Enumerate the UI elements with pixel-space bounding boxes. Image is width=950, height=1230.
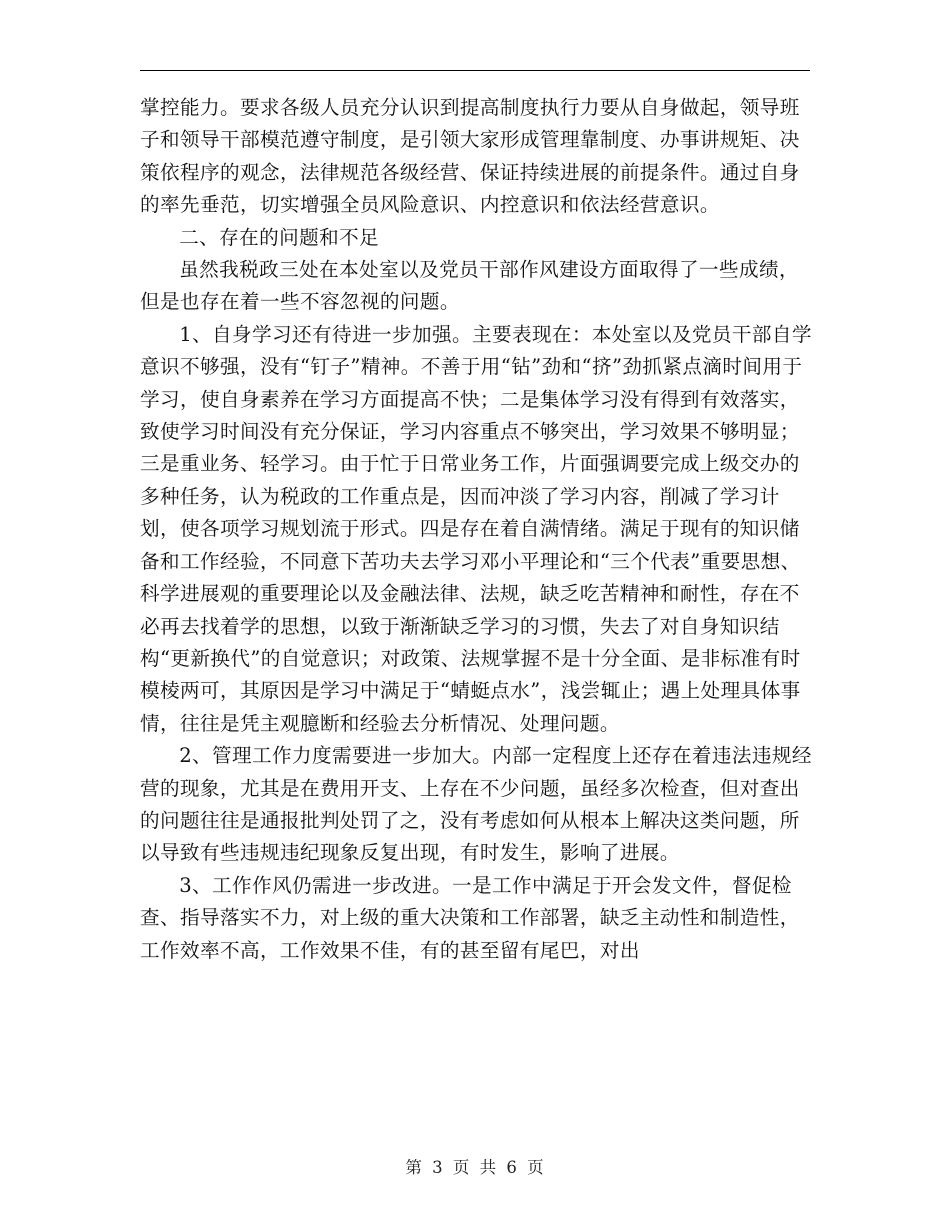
paragraph-item-2: 2、管理工作力度需要进一步加大。内部一定程度上还存在着违法违规经营的现象，尤其是在费用开支、上存在不少问题，虽经多次检查，但对查出的问题往往是通报批判处罚了之，没有考虑如何从根本上解决这类问题，所以导致有些违规违纪现象反复出现，有时发生，影响了进展。 (140, 744, 812, 865)
paragraph-item-3: 3、工作作风仍需进一步改进。一是工作中满足于开会发文件，督促检查、指导落实不力，对上级的重大决策和工作部署，缺乏主动性和制造性，工作效率不高，工作效果不佳，有的甚至留有尾巴，对出 (140, 873, 800, 962)
paragraph-continuation: 掌控能力。要求各级人员充分认识到提高制度执行力要从自身做起，领导班子和领导干部模范遵守制度，是引领大家形成管理靠制度、办事讲规矩、决策依程序的观念，法律规范各级经营、保证持续进展的前提条件。通过自身的率先垂范，切实增强全员风险意识、内控意识和依法经营意识。 (140, 96, 800, 217)
page-number: 第 3 页 共 6 页 (405, 1158, 545, 1177)
paragraph-item-1: 1、自身学习还有待进一步加强。主要表现在：本处室以及党员干部自学意识不够强，没有“钉子”精神。不善于用“钻”劲和“挤”劲抓紧点滴时间用于学习，使自身素养在学习方面提高不快；二是集体学习没有得到有效落实，致使学习时间没有充分保证，学习内容重点不够突出，学习效果不够明显；三是重业务、轻学习。由于忙于日常业务工作，片面强调要完成上级交办的多种任务，认为税政的工作重点是，因而冲淡了学习内容，削减了学习计划，使各项学习规划流于形式。四是存在着自满情绪。满足于现有的知识储备和工作经验，不同意下苦功夫去学习邓小平理论和“三个代表”重要思想、科学进展观的重要理论以及金融法律、法规，缺乏吃苦精神和耐性，存在不必再去找着学的思想，以致于渐渐缺乏学习的习惯，失去了对自身知识结构“更新换代”的自觉意识；对政策、法规掌握不是十分全面、是非标准有时模棱两可，其原因是学习中满足于“蜻蜓点水”，浅尝辄止；遇上处理具体事情，往往是凭主观臆断和经验去分析情况、处理问题。 (140, 322, 812, 735)
document-body (140, 92, 812, 967)
header-rule (140, 70, 810, 71)
section-heading: 二、存在的问题和不足 (179, 225, 380, 249)
paragraph-intro: 虽然我税政三处在本处室以及党员干部作风建设方面取得了一些成绩，但是也存在着一些不容忽视的问题。 (140, 258, 799, 314)
